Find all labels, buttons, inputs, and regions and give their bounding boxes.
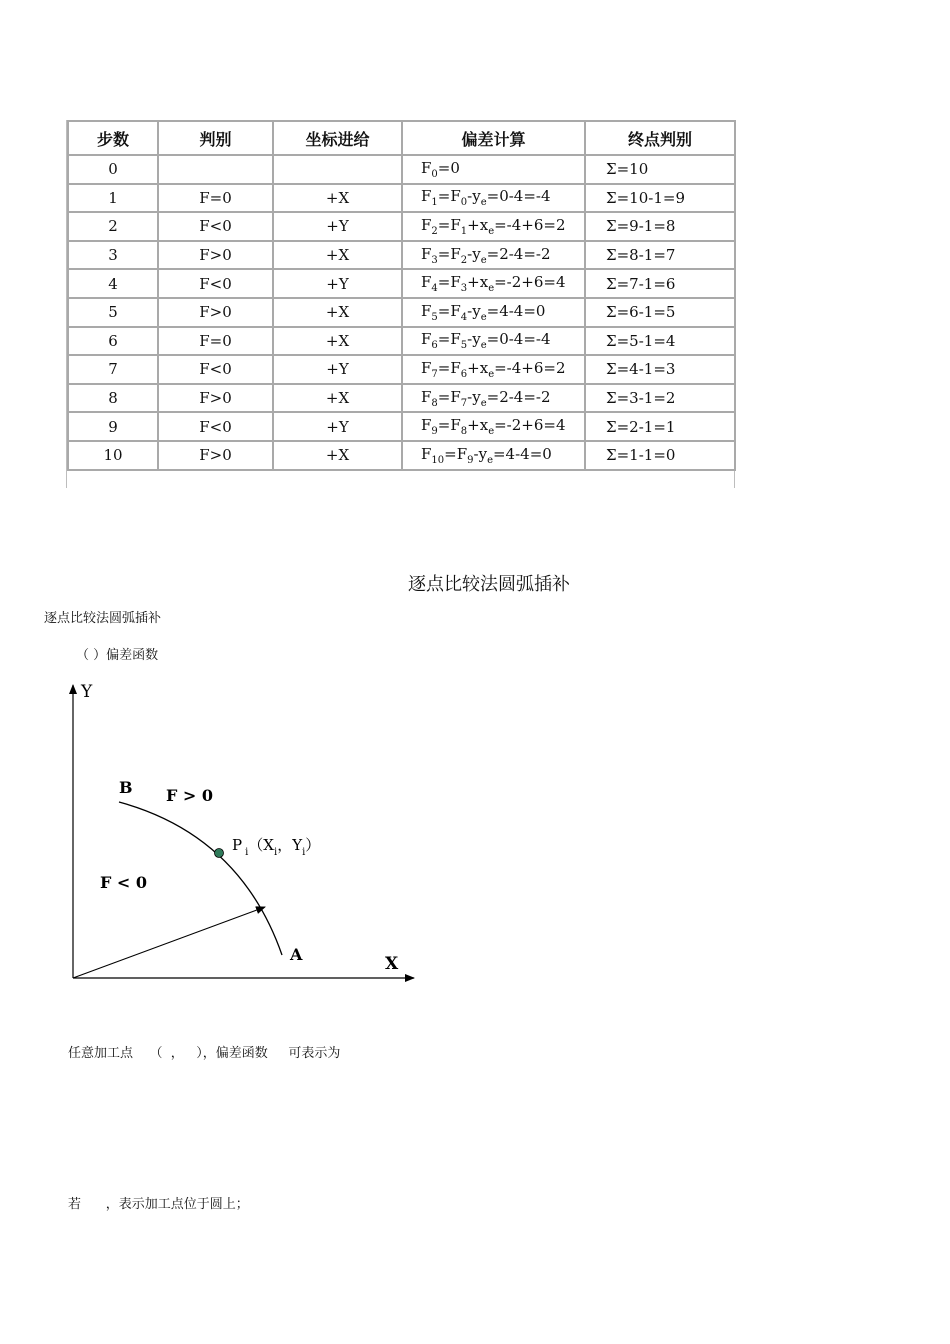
cell-judge: F>0 <box>158 241 273 270</box>
calc-term: -y <box>467 330 481 349</box>
calc-term: =4-4=0 <box>492 444 552 463</box>
calc-term: F <box>421 158 432 177</box>
calc-subscript: 4 <box>460 311 468 323</box>
cell-feed: +Y <box>273 355 402 384</box>
calc-term: +x <box>467 358 489 377</box>
calc-term: F <box>421 273 432 292</box>
header-judge: 判别 <box>158 121 273 155</box>
page-title: 逐点比较法圆弧插补 <box>408 574 570 595</box>
calc-subscript: 3 <box>460 283 468 295</box>
header-feed: 坐标进给 <box>273 121 402 155</box>
cell-step: 4 <box>68 269 158 298</box>
cell-judge: F<0 <box>158 212 273 241</box>
cell-step: 3 <box>68 241 158 270</box>
radius-vector <box>73 907 265 978</box>
y-axis-label: Y <box>81 682 93 702</box>
calc-term: -y <box>467 244 481 263</box>
cell-end: Σ=8-1=7 <box>585 241 735 270</box>
calc-term: -y <box>467 301 481 320</box>
calc-term: =2-4=-2 <box>486 244 551 263</box>
cell-step: 2 <box>68 212 158 241</box>
calc-term: +x <box>467 273 489 292</box>
calc-term: =F <box>437 244 461 263</box>
cell-judge: F>0 <box>158 441 273 470</box>
cell-feed: +X <box>273 184 402 213</box>
cell-step: 7 <box>68 355 158 384</box>
calc-term: -y <box>467 187 481 206</box>
calc-term: =-4+6=2 <box>494 358 566 377</box>
calc-term: =4-4=0 <box>486 301 546 320</box>
calc-term: =F <box>437 215 461 234</box>
calc-term: F <box>421 387 432 406</box>
cell-step: 6 <box>68 327 158 356</box>
calc-term: =0-4=-4 <box>486 330 551 349</box>
calc-term: F <box>421 301 432 320</box>
calc-term: =F <box>444 444 468 463</box>
section-heading: 逐点比较法圆弧插补 <box>44 611 162 626</box>
calc-subscript: 8 <box>460 426 468 438</box>
calc-subscript: 3 <box>431 254 438 266</box>
calc-subscript: e <box>488 368 495 380</box>
subsection-heading: （ ）偏差函数 <box>76 648 159 663</box>
cell-end: Σ=2-1=1 <box>585 412 735 441</box>
cell-step: 5 <box>68 298 158 327</box>
point-pi-dot <box>215 849 224 858</box>
calc-subscript: 1 <box>460 225 468 237</box>
cell-end: Σ=7-1=6 <box>585 269 735 298</box>
calc-term: F <box>421 416 432 435</box>
cell-end: Σ=5-1=4 <box>585 327 735 356</box>
calc-term: -y <box>467 387 481 406</box>
calc-term: F <box>421 358 432 377</box>
calc-term: F <box>421 187 432 206</box>
calc-term: =-2+6=4 <box>494 416 566 435</box>
cell-end: Σ=6-1=5 <box>585 298 735 327</box>
point-b-label: B <box>119 778 133 797</box>
calc-term: =-4+6=2 <box>494 215 566 234</box>
cell-judge: F>0 <box>158 384 273 413</box>
calc-subscript: 8 <box>431 397 438 409</box>
calc-subscript: 1 <box>431 197 438 209</box>
cell-feed: +Y <box>273 412 402 441</box>
cell-feed: +X <box>273 298 402 327</box>
cell-judge: F>0 <box>158 298 273 327</box>
calc-term: =F <box>437 358 461 377</box>
cell-feed: +Y <box>273 269 402 298</box>
region-outside-label: F > 0 <box>166 786 214 805</box>
calc-subscript: e <box>488 426 495 438</box>
cell-judge: F<0 <box>158 412 273 441</box>
cell-end: Σ=1-1=0 <box>585 441 735 470</box>
cell-step: 0 <box>68 155 158 184</box>
calc-subscript: e <box>480 197 487 209</box>
cell-judge: F=0 <box>158 184 273 213</box>
calc-subscript: 4 <box>431 283 438 295</box>
header-step: 步数 <box>68 121 158 155</box>
point-pi-label: P $_i(X_i$，$Y_i$） <box>232 836 321 858</box>
cell-end: Σ=10 <box>585 155 735 184</box>
cell-judge: F<0 <box>158 355 273 384</box>
calc-term: =F <box>437 416 461 435</box>
calc-term: =F <box>437 387 461 406</box>
body-text-deviation-function: 任意加工点 （ ， ），偏差函数 可表示为 <box>68 1046 341 1061</box>
header-calc: 偏差计算 <box>402 121 585 155</box>
x-axis-label: X <box>385 954 399 974</box>
body-text-on-circle: 若 ，表示加工点位于圆上； <box>68 1197 249 1212</box>
calc-subscript: e <box>480 340 487 352</box>
calc-term: F <box>421 330 432 349</box>
calc-subscript: e <box>480 254 487 266</box>
calc-term: =0 <box>437 158 460 177</box>
calc-term: =F <box>437 187 461 206</box>
cell-feed: +X <box>273 441 402 470</box>
calc-term: =F <box>437 330 461 349</box>
calc-subscript: 2 <box>460 254 468 266</box>
calc-subscript: 2 <box>431 225 438 237</box>
point-a-label: A <box>290 945 303 964</box>
cell-end: Σ=9-1=8 <box>585 212 735 241</box>
cell-end: Σ=4-1=3 <box>585 355 735 384</box>
cell-step: 8 <box>68 384 158 413</box>
calc-subscript: e <box>480 397 487 409</box>
calc-term: =2-4=-2 <box>486 387 551 406</box>
cell-feed: +Y <box>273 212 402 241</box>
calc-subscript: 5 <box>431 311 438 323</box>
cell-judge: F=0 <box>158 327 273 356</box>
cell-feed: +X <box>273 241 402 270</box>
calc-term: +x <box>467 416 489 435</box>
calc-term: F <box>421 444 432 463</box>
calc-subscript: e <box>488 283 495 295</box>
calc-subscript: 7 <box>460 397 468 409</box>
calc-term: -y <box>473 444 488 463</box>
calc-term: =F <box>437 301 461 320</box>
calc-subscript: 10 <box>431 454 445 466</box>
cell-feed: +X <box>273 327 402 356</box>
header-end: 终点判别 <box>585 121 735 155</box>
calc-subscript: e <box>480 311 487 323</box>
cell-judge: F<0 <box>158 269 273 298</box>
calc-subscript: e <box>488 225 495 237</box>
calc-term: =-2+6=4 <box>494 273 566 292</box>
calc-term: F <box>421 244 432 263</box>
calc-subscript: 6 <box>431 340 438 352</box>
calc-subscript: 7 <box>431 368 438 380</box>
calc-subscript: 5 <box>460 340 468 352</box>
calc-subscript: 0 <box>431 168 438 180</box>
calc-subscript: e <box>487 454 493 466</box>
calc-term: +x <box>467 215 489 234</box>
calc-subscript: 9 <box>431 426 438 438</box>
cell-step: 10 <box>68 441 158 470</box>
calc-term: =0-4=-4 <box>486 187 551 206</box>
calc-subscript: 0 <box>460 197 468 209</box>
cell-end: Σ=10-1=9 <box>585 184 735 213</box>
region-inside-label: F < 0 <box>100 873 148 892</box>
cell-end: Σ=3-1=2 <box>585 384 735 413</box>
calc-term: =F <box>437 273 461 292</box>
calc-subscript: 6 <box>460 368 468 380</box>
cell-step: 9 <box>68 412 158 441</box>
calc-subscript: 9 <box>467 454 474 466</box>
cell-feed: +X <box>273 384 402 413</box>
calc-term: F <box>421 215 432 234</box>
cell-step: 1 <box>68 184 158 213</box>
